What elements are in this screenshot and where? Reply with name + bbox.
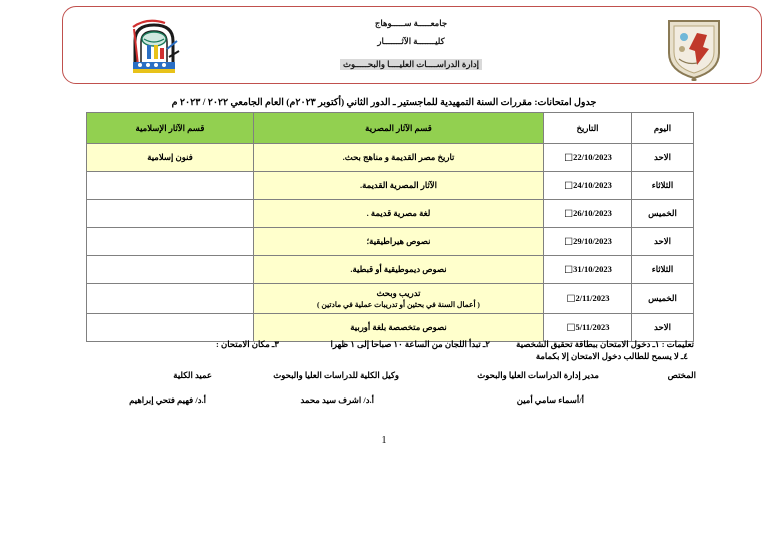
cell-egyptian-course: لغة مصرية قديمة . <box>254 200 544 228</box>
course-main-text: تدريب وبحث <box>376 288 421 298</box>
header-text-block <box>291 19 531 72</box>
cell-islamic-course <box>87 314 254 342</box>
cell-day: الثلاثاء <box>632 172 694 200</box>
cell-date <box>544 314 632 342</box>
cell-egyptian-course: نصوص ديموطيقية أو قبطية. <box>254 256 544 284</box>
signature-role-specialist: المختص <box>667 370 696 380</box>
cell-date <box>544 172 632 200</box>
date-text: 5/11/2023 <box>575 321 610 332</box>
cell-day: الخميس <box>632 284 694 314</box>
course-sub-text: ( أعمال السنة في بحثين أو تدريبات عملية في مادتين ) <box>317 299 480 309</box>
date-checkbox-icon[interactable]: ☐ <box>564 152 574 164</box>
date-checkbox-icon[interactable]: ☐ <box>564 236 574 248</box>
column-header-date: التاريخ <box>544 113 632 144</box>
cell-day: الاحد <box>632 144 694 172</box>
page-number: 1 <box>381 435 387 446</box>
signature-name-graduate-studies-director: أ/أسماء سامي أمين <box>516 395 584 405</box>
instruction-item-3: ٣ـ مكان الامتحان : <box>216 339 279 349</box>
signature-role-dean: عميد الكلية <box>173 370 212 380</box>
signature-role-graduate-studies-director: مدير إدارة الدراسات العليا والبحوث <box>477 370 599 380</box>
cell-islamic-course: فنون إسلامية <box>87 144 254 172</box>
date-text: 29/10/2023 <box>573 235 612 246</box>
table-row <box>87 144 694 172</box>
date-text: 24/10/2023 <box>573 179 612 190</box>
cell-egyptian-course: نصوص هيراطيقية؛ <box>254 228 544 256</box>
date-checkbox-icon[interactable]: ☐ <box>564 264 574 276</box>
cell-day: الاحد <box>632 314 694 342</box>
sohag-university-logo <box>121 15 187 79</box>
department-name-line: إدارة الدراســــات العليــــا والبحـــــوث <box>340 59 482 70</box>
date-checkbox-icon[interactable]: ☐ <box>564 208 574 220</box>
cell-egyptian-course <box>254 284 544 314</box>
table-row <box>87 228 694 256</box>
exam-schedule-table-wrapper <box>87 112 694 342</box>
signature-names-row <box>87 395 694 409</box>
table-row <box>87 314 694 342</box>
cell-date <box>544 284 632 314</box>
cell-islamic-course <box>87 284 254 314</box>
date-text: 2/11/2023 <box>575 292 610 303</box>
signature-name-vice-dean: أ.د/ اشرف سيد محمد <box>300 395 374 405</box>
cell-islamic-course <box>87 228 254 256</box>
cell-date <box>544 144 632 172</box>
date-text: 22/10/2023 <box>573 151 612 162</box>
cell-date <box>544 256 632 284</box>
exam-instructions <box>87 339 694 361</box>
cell-day: الاحد <box>632 228 694 256</box>
document-header-banner <box>62 6 762 84</box>
table-row <box>87 200 694 228</box>
instruction-item-2: ٢ـ تبدأ اللجان من الساعة ١٠ صباحا إلى ١ ظهرا <box>330 339 490 349</box>
date-text: 31/10/2023 <box>573 263 612 274</box>
table-header-row <box>87 113 694 144</box>
table-row <box>87 256 694 284</box>
column-header-egyptian-dept: قسم الآثار المصرية <box>254 113 544 144</box>
signature-role-vice-dean: وكيل الكلية للدراسات العليا والبحوث <box>273 370 399 380</box>
table-row <box>87 284 694 314</box>
table-row <box>87 172 694 200</box>
column-header-islamic-dept: قسم الآثار الإسلامية <box>87 113 254 144</box>
cell-egyptian-course: الآثار المصرية القديمة. <box>254 172 544 200</box>
cell-islamic-course <box>87 200 254 228</box>
cell-egyptian-course: نصوص متخصصة بلغة أوربية <box>254 314 544 342</box>
cell-egyptian-course: تاريخ مصر القديمة و مناهج بحث. <box>254 144 544 172</box>
university-name-line: جامعـــــة ســـــوهاج <box>374 18 448 28</box>
page-title: جدول امتحانات: مقررات السنة التمهيدية للماجستير ـ الدور الثاني (أكتوبر ٢٠٢٣م) العام الجامعي ٢٠٢٢ / ٢٠٢٣ م <box>171 98 597 108</box>
exam-schedule-table <box>86 112 694 342</box>
cell-day: الثلاثاء <box>632 256 694 284</box>
signature-name-dean: أ.د/ فهيم فتحي إبراهيم <box>129 395 206 405</box>
date-checkbox-icon[interactable]: ☐ <box>564 180 574 192</box>
column-header-day: اليوم <box>632 113 694 144</box>
date-checkbox-icon[interactable]: ☐ <box>566 322 576 334</box>
signature-roles-row <box>87 370 694 384</box>
instruction-item-1: تعليمات : ١ـ دخول الامتحان ببطاقة تحقيق الشخصية <box>516 339 694 349</box>
faculty-name-line: كليـــــــة الآثـــــــار <box>377 35 445 46</box>
cell-islamic-course <box>87 256 254 284</box>
faculty-of-archaeology-shield-logo <box>663 15 725 81</box>
cell-day: الخميس <box>632 200 694 228</box>
instruction-item-4: ٤ـ لا يسمح للطالب دخول الامتحان إلا بكمامة <box>535 351 688 361</box>
cell-islamic-course <box>87 172 254 200</box>
cell-date <box>544 228 632 256</box>
date-text: 26/10/2023 <box>573 207 612 218</box>
cell-date <box>544 200 632 228</box>
date-checkbox-icon[interactable]: ☐ <box>566 293 576 305</box>
